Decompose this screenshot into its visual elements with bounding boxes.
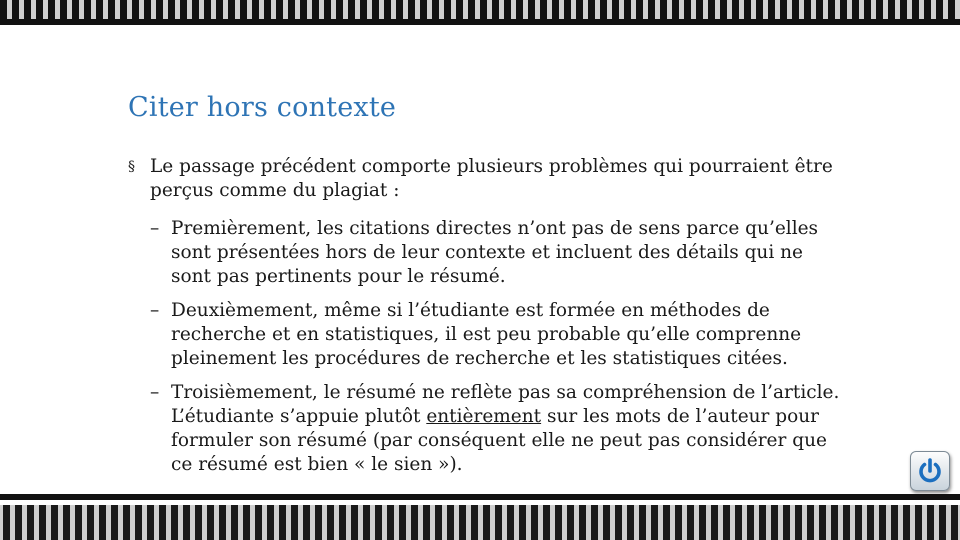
main-bullet [128, 155, 848, 203]
dash-marker: – [150, 382, 160, 403]
sub-bullet-list [128, 217, 848, 477]
sub-bullet-2-text: Deuxièmement, même si l’étudiante est formée en méthodes de recherche et en statistiques, il est peu probable qu’elle comprenne pleinement les procédures de recherche et les statistiques citées. [171, 300, 802, 369]
sub-bullet-1-text: Premièrement, les citations directes n’ont pas de sens parce qu’elles sont présentées hors de leur contexte et incluent des détails qui ne sont pas pertinents pour le résumé. [171, 218, 819, 287]
main-bullet-text: Le passage précédent comporte plusieurs problèmes qui pourraient être perçus comme du plagiat : [150, 156, 833, 201]
sub-bullet-3 [128, 381, 848, 477]
power-button[interactable] [910, 451, 950, 491]
slide-title: Citer hors contexte [128, 92, 397, 123]
top-border-gap [0, 25, 960, 28]
bottom-decorative-stripes [0, 505, 960, 540]
power-icon [915, 456, 945, 486]
bottom-border-line [0, 494, 960, 500]
sub-bullet-3-text-after: sur les mots de l’auteur pour formuler son résumé (par conséquent elle ne peut pas considérer que ce résumé est bien « le sien »). [171, 406, 827, 475]
dash-marker: – [150, 300, 160, 321]
bullet-marker: § [128, 159, 135, 175]
sub-bullet-3-text-before: Troisièmement, le résumé ne reflète pas sa compréhension de l’article. L’étudiante s’appuie plutôt [171, 382, 840, 427]
dash-marker: – [150, 218, 160, 239]
slide-content [128, 155, 848, 477]
sub-bullet-3-text [171, 382, 839, 475]
underlined-word: entièrement [426, 406, 542, 427]
sub-bullet-1 [128, 217, 848, 289]
sub-bullet-2 [128, 299, 848, 371]
